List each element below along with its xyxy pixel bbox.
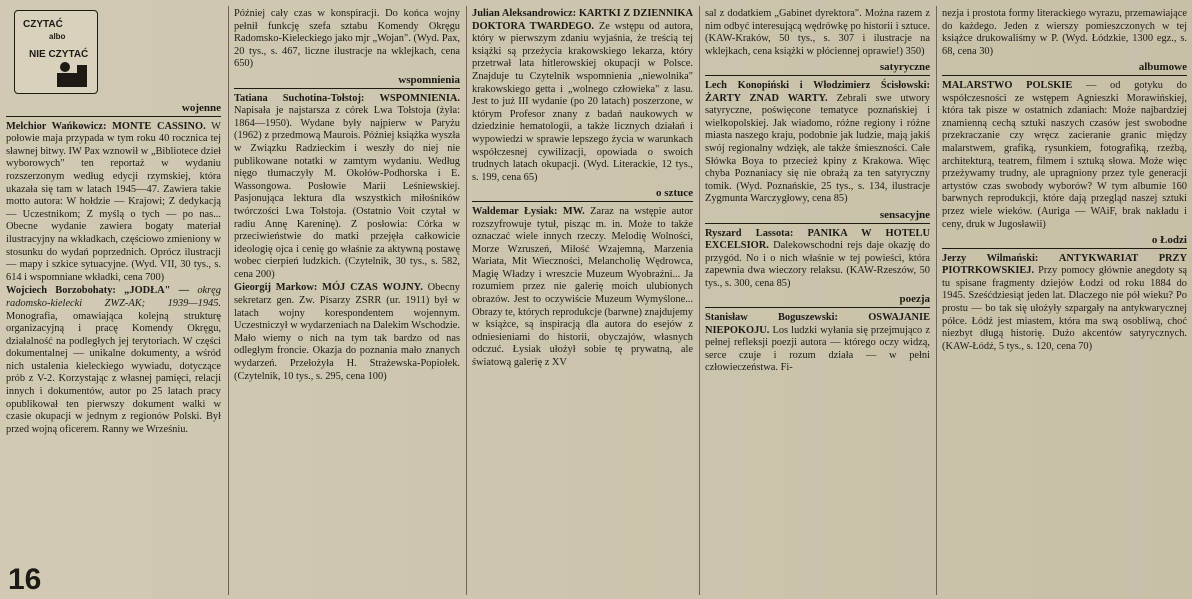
book-subtitle: okręg radomsko-kielecki ZWZ-AK; 1939—1945. [6,285,221,309]
review-entry [6,285,221,436]
section-heading: o sztuce [472,187,693,202]
page-number: 16 [8,563,42,595]
review-text: Obecny sekretarz gen. Zw. Pisarzy ZSRR (ur. 1911) był w latach wojny korespondentem wojennym. Uczestniczył w wydarzeniach na Dalekim Wschodzie. Mało wiemy o nich na tym tak bardzo od nas odległym froncie. Okazja do poznania mało znanych wydarzeń. Przełożyła H. Strażewska-Popiołek. (Czytelnik, 10 tys., s. 295, cena 100) [234,282,460,382]
column-2 [234,8,460,595]
review-text: Dalekowschodni rejs daje okazję do przygód. No i o nich właśnie w tej powieści, która zapewnia dwa wieczory relaksu. (KAW-Rzeszów, 50 tys., s. 300, cena 85) [705,240,930,289]
author: Stanisław Boguszewski: [705,312,838,324]
book-title: OSWAJANIE NIEPOKOJU. [705,312,930,336]
review-text: W połowie maja przypada w tym roku 40 rocznica tej sławnej bitwy. IW Pax wznowił w „Bibliotece dzieł wyborowych" ten reportaż w wydaniu rozszerzonym według edycji rzymskiej, która ukazała się tam w latach 1945—47. Zawiera takie motto autora: W hołdzie — Krajowi; Z dedykacją — Uczestnikom; Z myślą o tych — po nas... Obecne wydanie zawiera bogaty materiał ilustracyjny na wkładkach, częściowo zmieniony w stosunku do wydań poprzednich. Oprócz ilustracji — mapy i szkice sytuacyjne. (Wyd. VII, 30 tys., s. 614 i wspomniane wkładki, cena 700) [6,120,221,283]
logo-badge [14,10,98,94]
author: Lech Konopiński i Włodzimierz Ścisłowski: [705,79,930,91]
review-text: Zaraz na wstępie autor rozszyfrowuje tytuł, pisząc m. in. Może to także oznaczać wiele innych rzeczy. Melodię Wolności, Morze Wzruszeń, Miłość Wzajemną, Marzenia Wariata, Mit Wieczności, Melancholię Wędrowca, Magię Władzy i wreszcie Muzeum Wyobraźni... Ja rozumiem przez nie galerię moich ulubionych obrazów. Jest to oczywiście Muzeum Wymyślone... Obrazy te, których reprodukcje (barwne) znajdujemy w książce, są inspiracją dla autora do esejów z odniesieniami do historii, obyczajów, własnych odczuć. Łysiak ułożył sobie tę prywatną, ale światową galerię z XV [472,205,693,369]
review-text: — od gotyku do współczesności ze wstępem Agnieszki Morawińskiej, która tak pisze w ostatnich zdaniach: Może najbardziej znamienną cechą sztuki naszych czasów jest swobodne przekraczanie czy wręcz zacieranie granic między malarstwem, grafiką, rysunkiem, fotografiką, rzeźbą, architekturą, teatrem, filmem i sztuką słowa. Może więc przeżywamy trudny, ale upragniony przez tyle generacji artystów czas swobody wyborów? W tym albumie 160 barwnych reprodukcji, które dają przegląd naszej sztuki przez wiele wieków. (Auriga — WAiF, brak nakładu i ceny, druk w Jugosławii) [942,79,1187,230]
section-heading: satyryczne [705,61,930,76]
author: Tatiana Suchotina-Tołstoj: [234,92,365,104]
book-title: PANIKA W HOTELU EXCELSIOR. [705,227,930,252]
column-1 [6,8,221,595]
logo-text-top: CZYTAĆ [23,19,63,30]
book-title: MW. [562,205,585,217]
review-text: Los ludzki wyłania się przejmująco z pełnej refleksji poezji autora — którego oczy widzą, serce czuje i rozum działa — w pełni człowieczeństwa. Fi- [705,324,930,374]
review-text-continued: sal z dodatkiem „Gabinet dyrektora". Można razem z nim odbyć interesującą wędrówkę po historii i sztuce. (KAW-Kraków, 50 tys., s. 307 i ilustracje na wklejkach, cena książki w płóciennej oprawie!) 350) [705,8,930,57]
column-rule [936,6,937,595]
review-text-continued: nezja i prostota formy literackiego wyrazu, przemawiające do każdego. Jeden z wierszy pomieszczonych w tej książce drukowaliśmy w P. (Wyd. Łódzkie, 1300 egz., s. 68, cena 30) [942,8,1187,57]
book-title: WSPOMNIENIA. [379,92,460,104]
review-text: Przy pomocy głównie anegdoty są tu spisane fragmenty dziejów Łodzi od roku 1884 do 1945. Sześćdziesiąt jeden lat. Dlaczego nie pół wieku? Po prostu — bo tak się ułożyły szpargały na antykwarycznej półce. Łódź jest miastem, która ma swą osobliwą, choć niezbyt długą historię. Dużo akcentów satyrycznych. (KAW-Łódź, 5 tys., s. 120, cena 70) [942,265,1187,352]
column-rule [466,6,467,595]
section-heading: poezja [705,293,930,308]
review-entry [234,93,460,282]
review-text: Ze wstępu od autora, który w pierwszym zdaniu wyjaśnia, że treścią tej książki są przeżycia krakowskiego lekarza, który przetrwał lata hitlerowskiej okupacji w Polsce. Znajduje tu Czytelnik wspomnienia „niewolnika" krakowskiego getta i „wolnego człowieka" z lasu. Jest to już III wydanie (po 20 latach) poszerzone, w którym Profesor znany z badań naukowych w dziedzinie hematologii, a także licznych działań i wypowiedzi w sprawie lepszego życia w warunkach współczesnej cywilizacji, opowiada o swoich trudnych latach okupacji. (Wyd. Literackie, 12 tys., s. 199, cena 65) [472,20,693,183]
author: Jerzy Wilmański: [942,252,1039,264]
reader-figure-icon [51,61,91,89]
review-entry [6,121,221,285]
review-entry [705,312,930,375]
review-entry [942,253,1187,354]
column-rule [699,6,700,595]
logo-text-mid: albo [49,32,66,41]
author: Waldemar Łysiak: [472,205,558,217]
review-text: Napisała je najstarsza z córek Lwa Tołstoja (żyła: 1864—1950). Wydane były najpierw w Paryżu (1962) z przedmową Maurois. Później książka wyszła w Związku Radzieckim i weszły do niej nie publikowane notatki w zamtym wydaniu. Według nięgo tłumaczyły M. Okołów-Podhorska i E. Wassongowa. Posłowie Marii Leśniewskiej. Pasjonująca lektura dla wszystkich miłośników twórczości Lwa Tołstoja. (Ostatnio Voit czytał w radiu Annę Kareninę). Z posłowia: Córka w przeciwieństwie do matki przejęła całkowicie ideologię ojca i cenię go właśnie za aktywną postawę wobec cierpień ludzkich. (Czytelnik, 30 tys., s. 582, cena 200) [234,105,460,280]
book-title: KARTKI Z DZIENNIKA DOKTORA TWARDEGO. [472,8,693,32]
logo-text-bottom: NIE CZYTAĆ [29,49,89,60]
book-title: ANTYKWARIAT PRZY PIOTRKOWSKIEJ. [942,252,1187,277]
book-title: MONTE CASSINO. [112,120,206,132]
book-title: „JODŁA" — [124,285,190,297]
review-entry [472,206,693,370]
book-title: MÓJ CZAS WOJNY. [322,282,423,294]
review-text: Zebrali swe utwory satyryczne, poświęcone tematyce poznańskiej i wielkopolskiej. Jak wiadomo, różne regiony i różne miasta naszego kraju, podobnie jak ludzie, mają jakiś swój regionalny wdzięk, ale także śmieszności. Całe Słówka Boya to przecież kpiny z Krakowa. Więc chyba Poznaniacy się nie obrażą za ten satyryczny tomik. (Wyd. Poznańskie, 25 tys., s. 134, ilustracje Zygmunta Warczygłowy, cena 85) [705,92,930,205]
author: Gieorgij Markow: [234,282,318,294]
section-heading: wspomnienia [234,74,460,89]
column-rule [228,6,229,595]
review-entry [705,80,930,206]
column-4 [705,8,930,595]
review-entry [234,282,460,383]
author: Ryszard Lassota: [705,227,794,239]
review-text-continued: Później cały czas w konspiracji. Do końca wojny pełnił funkcję szefa sztabu Komendy Okręgu Radomsko-Kieleckiego jako mjr „Wojan". (Wyd. Pax, 20 tys., s. 467, liczne ilustracje na wklejkach, cena 650) [234,8,460,70]
book-title: ŻARTY ZNAD WARTY. [705,92,828,104]
section-heading: albumowe [942,61,1187,76]
review-entry [472,8,693,184]
section-heading: wojenne [6,102,221,117]
book-title: MALARSTWO POLSKIE [942,79,1073,91]
review-entry [705,228,930,291]
section-heading: sensacyjne [705,209,930,224]
author: Julian Aleksandrowicz: [472,8,577,19]
author: Melchior Wańkowicz: [6,120,107,132]
column-5 [942,8,1187,595]
section-heading: o Łodzi [942,234,1187,249]
review-entry [942,80,1187,231]
author: Wojciech Borzobohaty: [6,285,116,297]
column-3 [472,8,693,595]
review-text: Monografia, omawiająca kolejną strukturę organizacyjną i pracę Komendy Okręgu, działalność na podległych jej terytoriach. W części dokumentalnej — unikalne dokumenty, a wśród nich ustalenia kieleckiego wywiadu, dotyczące prób z V-2. Korzystając z własnej pamięci, relacji innych i dokumentów, autor po 25 latach pracy opublikował ten pierwszy dokument walki w czasie okupacji w jednym z regionów Polski. Był przed wojną oficerem. Ranny we Wrześniu. [6,310,221,435]
